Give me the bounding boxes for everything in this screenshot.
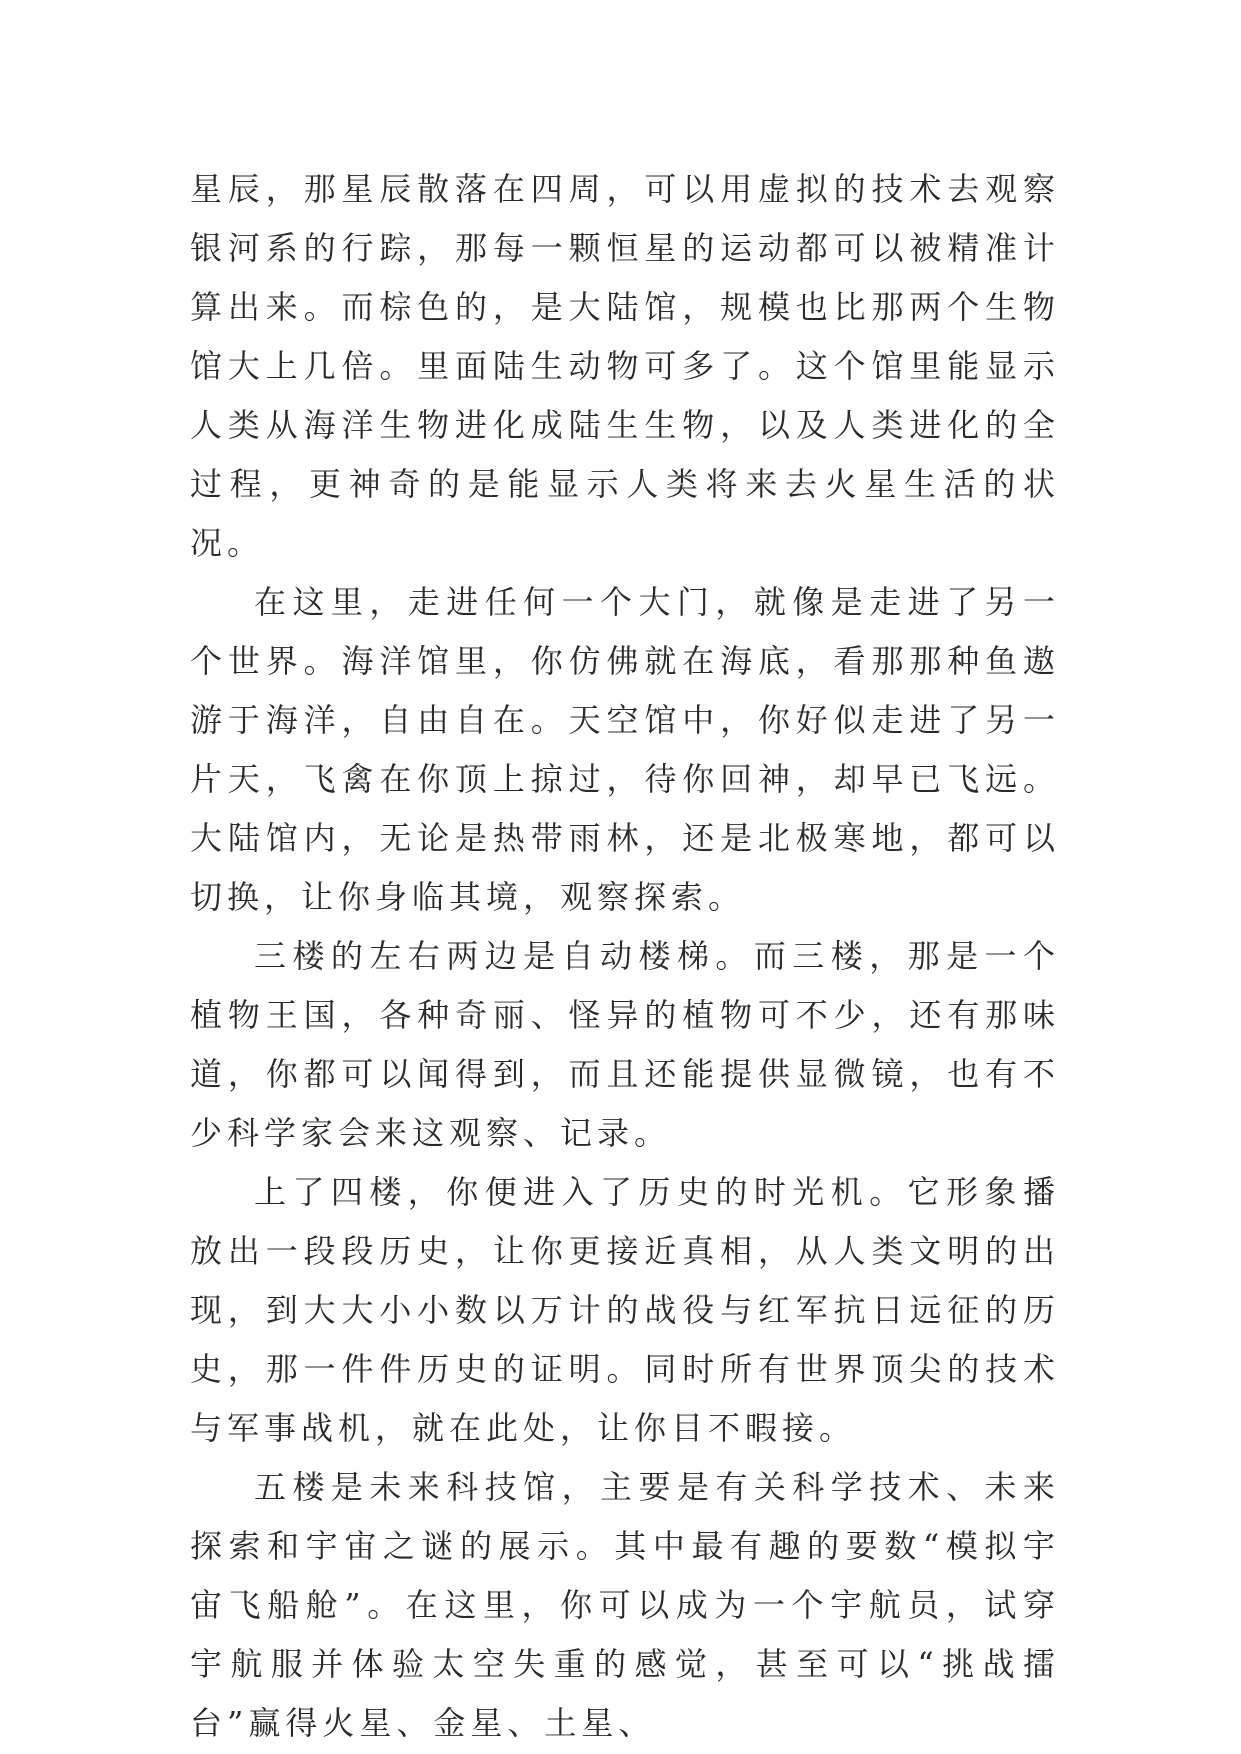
paragraph-2: 在这里，走进任何一个大门，就像是走进了另一个世界。海洋馆里，你仿佛就在海底，看那那种鱼遨游于海洋，自由自在。天空馆中，你好似走进了另一片天，飞禽在你顶上掠过，待你回神，却早已飞远。大陆馆内，无论是热带雨林，还是北极寒地，都可以切换，让你身临其境，观察探索。 <box>190 583 1060 916</box>
document-body <box>190 160 1060 1753</box>
paragraph-5: 五楼是未来科技馆，主要是有关科学技术、未来探索和宇宙之谜的展示。其中最有趣的要数“模拟宇宙飞船舱”。在这里，你可以成为一个宇航员，试穿宇航服并体验太空失重的感觉，甚至可以“挑战擂台”赢得火星、金星、土星、 <box>190 1468 1060 1742</box>
paragraph-3: 三楼的左右两边是自动楼梯。而三楼，那是一个植物王国，各种奇丽、怪异的植物可不少，还有那味道，你都可以闻得到，而且还能提供显微镜，也有不少科学家会来这观察、记录。 <box>190 937 1060 1152</box>
paragraph-4: 上了四楼，你便进入了历史的时光机。它形象播放出一段段历史，让你更接近真相，从人类文明的出现，到大大小小数以万计的战役与红军抗日远征的历史，那一件件历史的证明。同时所有世界顶尖的技术与军事战机，就在此处，让你目不暇接。 <box>190 1173 1060 1447</box>
paragraph-1: 星辰，那星辰散落在四周，可以用虚拟的技术去观察银河系的行踪，那每一颗恒星的运动都可以被精准计算出来。而棕色的，是大陆馆，规模也比那两个生物馆大上几倍。里面陆生动物可多了。这个馆里能显示人类从海洋生物进化成陆生生物，以及人类进化的全过程，更神奇的是能显示人类将来去火星生活的状况。 <box>190 170 1060 562</box>
